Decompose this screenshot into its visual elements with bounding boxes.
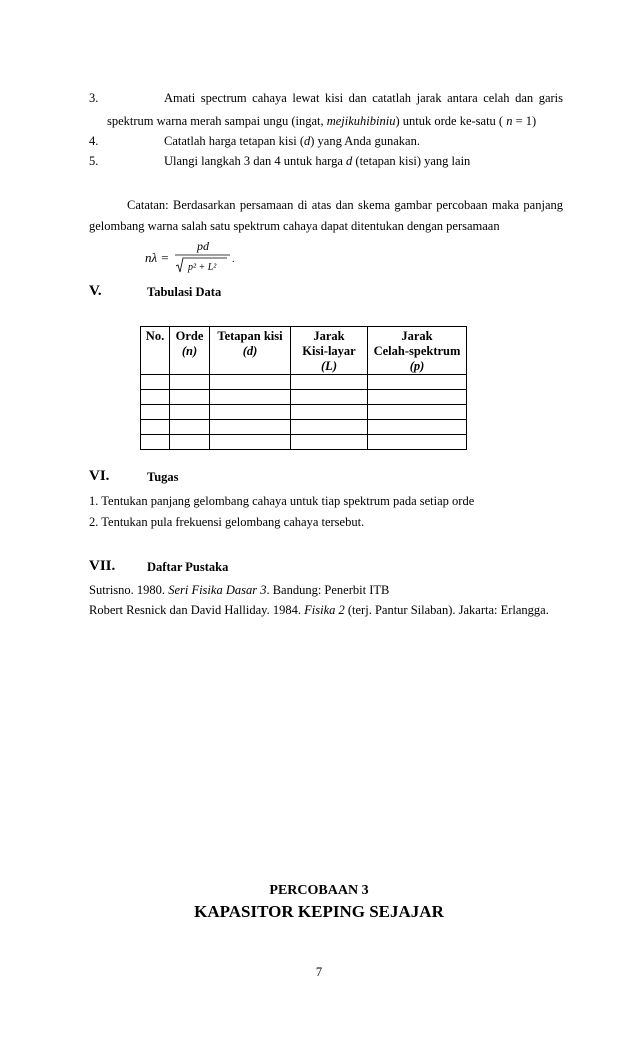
section-6-number: VI. bbox=[89, 468, 110, 484]
section-6-title: Tugas bbox=[147, 470, 179, 484]
header-no: No. bbox=[141, 327, 170, 375]
step-3-line2: spektrum warna merah sampai ungu (ingat, mejikuhibiniu) untuk orde ke-satu ( n = 1) bbox=[107, 114, 537, 128]
formula-denominator: p² + L² bbox=[188, 262, 217, 273]
table-row bbox=[141, 405, 467, 420]
note-line1: Catatan: Berdasarkan persamaan di atas dan skema gambar percobaan maka panjang bbox=[127, 198, 563, 212]
header-orde: Orde (n) bbox=[170, 327, 210, 375]
table-row bbox=[141, 420, 467, 435]
header-jarak-celah-spektrum: Jarak Celah-spektrum (p) bbox=[368, 327, 467, 375]
data-table bbox=[140, 326, 467, 450]
reference-1: Sutrisno. 1980. Seri Fisika Dasar 3. Bandung: Penerbit ITB bbox=[89, 583, 390, 597]
table-row bbox=[141, 375, 467, 390]
page-number: 7 bbox=[315, 965, 323, 979]
svg-text:.: . bbox=[232, 254, 235, 265]
wavelength-formula bbox=[145, 236, 245, 276]
step-5-text: Ulangi langkah 3 dan 4 untuk harga d (tetapan kisi) yang lain bbox=[164, 154, 471, 168]
next-experiment-title: KAPASITOR KEPING SEJAJAR bbox=[194, 902, 444, 921]
step-4-number: 4. bbox=[89, 134, 99, 148]
header-jarak-kisi-layar: Jarak Kisi-layar (L) bbox=[291, 327, 368, 375]
header-tetapan-kisi: Tetapan kisi (d) bbox=[210, 327, 291, 375]
table-row bbox=[141, 390, 467, 405]
task-item-1: 1. Tentukan panjang gelombang cahaya untuk tiap spektrum pada setiap orde bbox=[89, 494, 475, 508]
section-5-title: Tabulasi Data bbox=[147, 285, 222, 299]
note-line2: gelombang warna salah satu spektrum cahaya dapat ditentukan dengan persamaan bbox=[89, 219, 500, 233]
step-4-text: Catatlah harga tetapan kisi (d) yang Anda gunakan. bbox=[164, 134, 420, 148]
formula-lhs: nλ = bbox=[145, 250, 170, 265]
step-3-line1: Amati spectrum cahaya lewat kisi dan catatlah jarak antara celah dan garis bbox=[164, 91, 563, 105]
table-header-row bbox=[141, 327, 467, 375]
reference-2: Robert Resnick dan David Halliday. 1984. Fisika 2 (terj. Pantur Silaban). Jakarta: Erlangga. bbox=[89, 603, 549, 617]
step-5-number: 5. bbox=[89, 154, 99, 168]
table-row bbox=[141, 435, 467, 450]
formula-numerator: pd bbox=[197, 239, 209, 253]
section-7-number: VII. bbox=[89, 558, 116, 574]
section-5-number: V. bbox=[89, 283, 102, 299]
task-item-2: 2. Tentukan pula frekuensi gelombang cahaya tersebut. bbox=[89, 515, 365, 529]
section-7-title: Daftar Pustaka bbox=[147, 560, 229, 574]
step-3-number: 3. bbox=[89, 91, 99, 105]
next-experiment-label: PERCOBAAN 3 bbox=[269, 883, 369, 898]
